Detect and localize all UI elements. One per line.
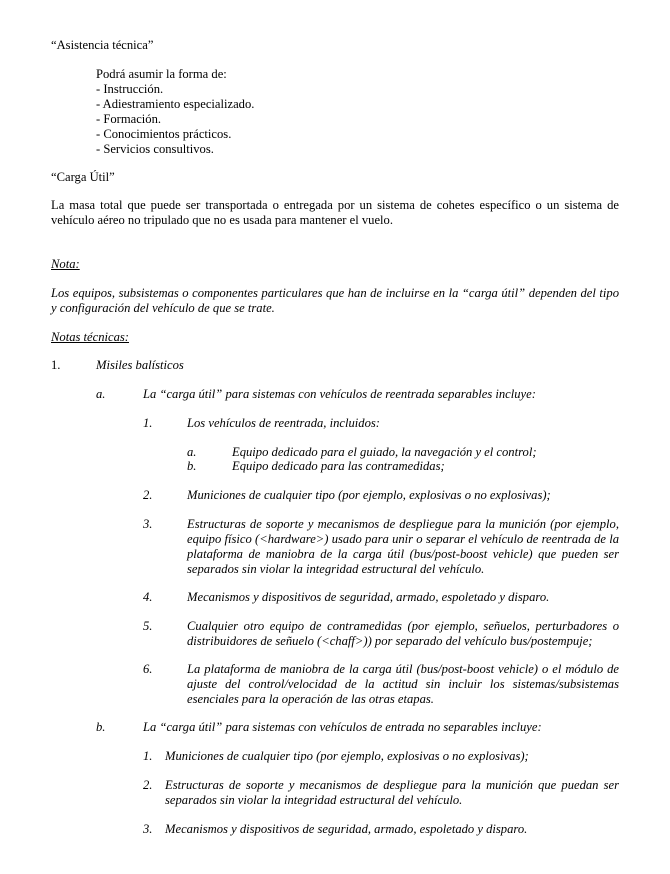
section-1-number: 1. <box>51 358 61 372</box>
nota-heading: Nota: <box>51 257 80 271</box>
item-number: 3. <box>143 822 153 836</box>
subsection-b-text: La “carga útil” para sistemas con vehículos de entrada no separables incluye: <box>143 720 542 734</box>
item-text: Mecanismos y dispositivos de seguridad, armado, espoletado y disparo. <box>165 822 528 836</box>
item-number: 5. <box>143 619 153 633</box>
asistencia-intro: Podrá asumir la forma de: <box>96 67 227 81</box>
subsection-a-text: La “carga útil” para sistemas con vehículos de reentrada separables incluye: <box>143 387 536 401</box>
item-text: Municiones de cualquier tipo (por ejemplo, explosivas o no explosivas); <box>165 749 529 763</box>
item-number: 1. <box>143 416 153 430</box>
nota-text: Los equipos, subsistemas o componentes particulares que han de incluirse en la “carga útil” dependen del tipo y configuración del vehículo de que se trate. <box>51 286 619 315</box>
item-text: Mecanismos y dispositivos de seguridad, armado, espoletado y disparo. <box>187 590 550 604</box>
list-item: - Conocimientos prácticos. <box>96 127 232 141</box>
subitem-letter: a. <box>187 445 197 459</box>
item-number: 2. <box>143 488 153 502</box>
notas-tecnicas-heading: Notas técnicas: <box>51 330 129 344</box>
section-1-title: Misiles balísticos <box>96 358 184 372</box>
list-item: - Adiestramiento especializado. <box>96 97 255 111</box>
item-text: Estructuras de soporte y mecanismos de despliegue para la munición que puedan ser separados sin violar la integridad estructural del vehículo. <box>165 778 619 807</box>
list-item: - Servicios consultivos. <box>96 142 214 156</box>
item-text: Municiones de cualquier tipo (por ejemplo, explosivas o no explosivas); <box>187 488 551 502</box>
item-number: 2. <box>143 778 153 792</box>
list-item: - Formación. <box>96 112 162 126</box>
list-item: - Instrucción. <box>96 82 164 96</box>
carga-title: “Carga Útil” <box>51 170 115 184</box>
asistencia-title: “Asistencia técnica” <box>51 38 154 52</box>
item-number: 6. <box>143 662 153 676</box>
subitem-letter: b. <box>187 459 197 473</box>
carga-definition: La masa total que puede ser transportada o entregada por un sistema de cohetes específico o un sistema de vehículo aéreo no tripulado que no es usada para mantener el vuelo. <box>51 198 619 227</box>
item-text: Cualquier otro equipo de contramedidas (por ejemplo, señuelos, perturbadores o distribuidores de señuelo (<chaff>)) por separado del vehículo bus/postempuje; <box>187 619 619 648</box>
item-number: 4. <box>143 590 153 604</box>
item-number: 1. <box>143 749 153 763</box>
subitem-text: Equipo dedicado para las contramedidas; <box>232 459 445 473</box>
item-number: 3. <box>143 517 153 531</box>
asistencia-list <box>96 67 254 157</box>
item-text: Estructuras de soporte y mecanismos de despliegue para la munición (por ejemplo, equipo físico (<hardware>) usado para unir o separar el vehículo de reentrada de la plataforma de maniobra de la carga útil (bus/post-boost vehicle) que pueden ser separados sin violar la integridad estructural del vehículo. <box>187 517 619 576</box>
item-text: La plataforma de maniobra de la carga útil (bus/post-boost vehicle) o el módulo de ajuste del control/velocidad de la actitud sin incluir los sistemas/subsistemas esenciales para la operación de las otras etapas. <box>187 662 619 706</box>
subitem-text: Equipo dedicado para el guiado, la navegación y el control; <box>232 445 537 459</box>
subsection-b-letter: b. <box>96 720 106 734</box>
subsection-a-letter: a. <box>96 387 106 401</box>
item-text: Los vehículos de reentrada, incluidos: <box>187 416 380 430</box>
